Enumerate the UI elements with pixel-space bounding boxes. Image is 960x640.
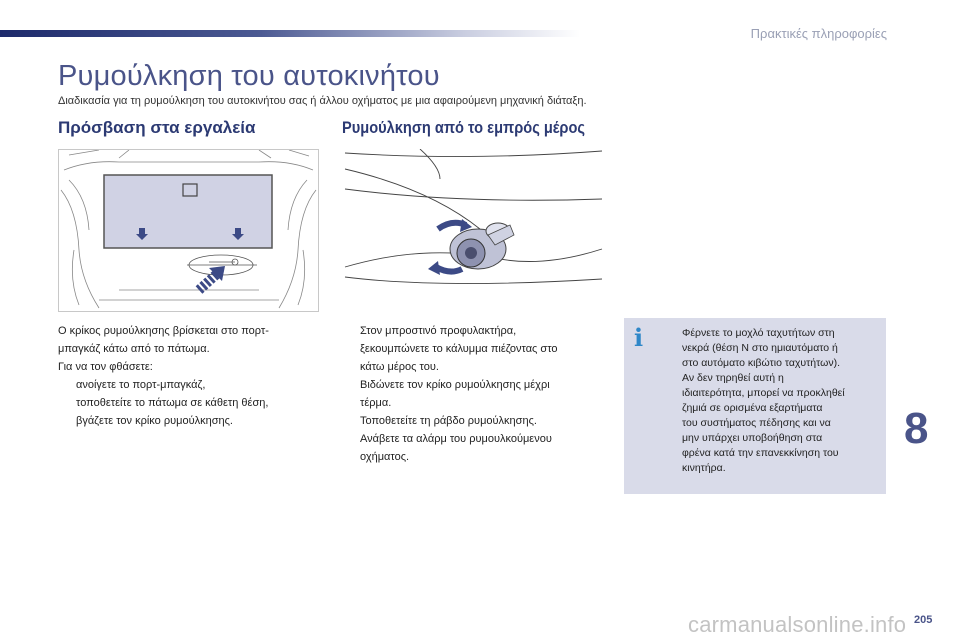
info-box: [624, 318, 886, 494]
left-instructions: [58, 322, 328, 430]
heading-front-towing: Ρυμούλκηση από το εμπρός μέρος: [342, 118, 585, 137]
page-subtitle: Διαδικασία για τη ρυμούλκηση του αυτοκινήτου σας ή άλλου οχήματος με μια αφαιρούμενη μηχανική διάταξη.: [58, 95, 587, 107]
page-title: Ρυμούλκηση του αυτοκινήτου: [58, 60, 440, 92]
list-item: τοποθετείτε το πάτωμα σε κάθετη θέση,: [58, 394, 328, 412]
right-instructions: [342, 322, 602, 466]
trunk-illustration: [58, 149, 319, 312]
heading-access-tools: Πρόσβαση στα εργαλεία: [58, 118, 256, 137]
chapter-number: 8: [904, 404, 929, 453]
bullet-icon: [342, 322, 360, 376]
info-text: Φέρνετε το μοχλό ταχυτήτων στη νεκρά (θέση N στο ημιαυτόματο ή στο αυτόματο κιβώτιο ταχυτήτων). Αν δεν τηρηθεί αυτή η ιδιαιτερότητα, μπορεί να προκληθεί ζημιά σε ορισμένα εξαρτήματα του συστήματος πέδησης και να μην υπάρχει υποβοήθηση στα φρένα κατά την επανεκκίνηση του κινητήρα.: [664, 326, 880, 476]
bullet-icon: [342, 430, 360, 466]
list-item: βγάζετε τον κρίκο ρυμούλκησης.: [58, 412, 328, 430]
list-item: Τοποθετείτε τη ράβδο ρυμούλκησης.: [342, 412, 602, 430]
intro-line: μπαγκάζ κάτω από το πάτωμα.: [58, 343, 210, 355]
header-decoration-bar: [0, 30, 580, 37]
bullet-icon: [664, 326, 682, 476]
bullet-icon: [58, 412, 76, 430]
intro-line: Για να τον φθάσετε:: [58, 361, 153, 373]
section-title: Πρακτικές πληροφορίες: [750, 26, 887, 41]
bullet-icon: [58, 376, 76, 394]
info-icon: i: [634, 323, 644, 352]
bullet-icon: [342, 412, 360, 430]
watermark: carmanualsonline.info: [688, 612, 907, 637]
bullet-icon: [58, 394, 76, 412]
page-number: 205: [914, 614, 933, 626]
list-item: ανοίγετε το πορτ-μπαγκάζ,: [58, 376, 328, 394]
list-item: Βιδώνετε τον κρίκο ρυμούλκησης μέχρι τέρμα.: [342, 376, 602, 412]
bumper-illustration: [340, 149, 603, 310]
intro-line: Ο κρίκος ρυμούλκησης βρίσκεται στο πορτ-: [58, 325, 269, 337]
list-item: Ανάβετε τα αλάρμ του ρυμουλκούμενου οχήματος.: [342, 430, 602, 466]
list-item: Στον μπροστινό προφυλακτήρα, ξεκουμπώνετε το κάλυμμα πιέζοντας στο κάτω μέρος του.: [342, 322, 602, 376]
bullet-icon: [342, 376, 360, 412]
